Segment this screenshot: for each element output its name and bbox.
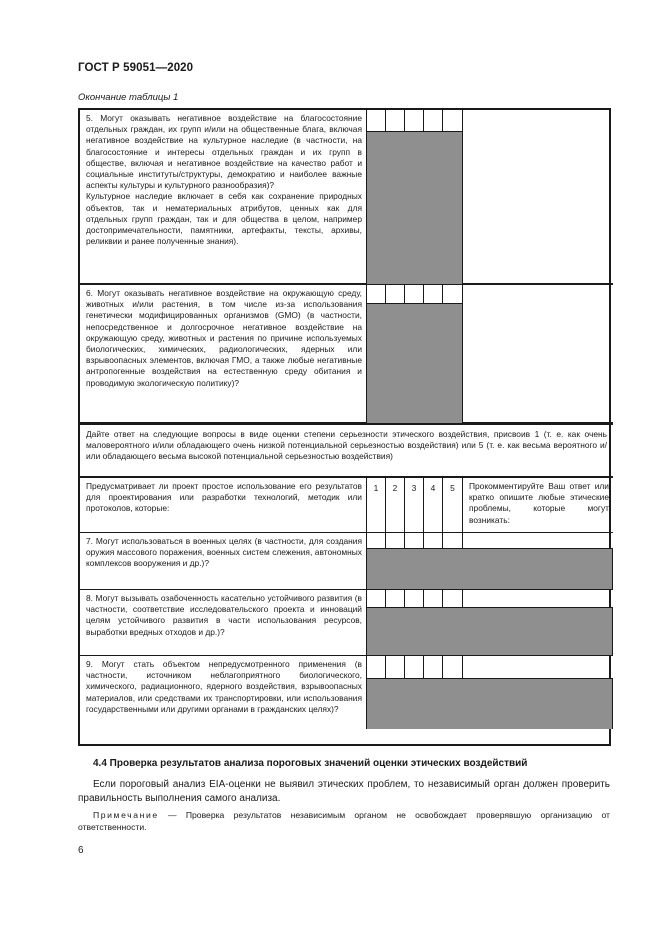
scale-label-4: 4 (424, 478, 443, 533)
question-6-text: 6. Могут оказывать негативное воздействие на окружающую среду, животных и/или растения, в том числе из-за использования генетически модифицированных организмов (GMO) (в частности, непосредственное и долгосрочное негативное воздействие на окружающую среду, животных и растения по причине используемых биологических, химических, радиологических, ядерных или взрывоопасных элементов, включая ГМО, а также любые негативные антропогенные воздействия на естественную среду обитания и проводимую экологическую политику)? (80, 284, 367, 423)
scale-label-1: 1 (367, 478, 386, 533)
q7-score-1-cell[interactable] (367, 533, 386, 549)
q7-shaded-area (367, 549, 613, 590)
q7-score-5-cell[interactable] (443, 533, 463, 549)
q5-score-2-cell[interactable] (386, 110, 405, 132)
q8-score-5-cell[interactable] (443, 590, 463, 608)
scale-label-2: 2 (386, 478, 405, 533)
question-7-text: 7. Могут использоваться в военных целях (в частности, для создания оружия массового поражения, военных систем слежения, автономных комплексов вооружения и др.)? (80, 533, 367, 590)
ethics-table (78, 108, 611, 746)
subheader-question: Предусматривает ли проект простое использование его результатов для проектирования или разработки технологий, методик или протоколов, которые: (80, 478, 367, 533)
q8-comment-cell[interactable] (463, 590, 613, 608)
q6-comment-cell[interactable] (463, 284, 613, 423)
document-code: ГОСТ Р 59051—2020 (78, 62, 194, 74)
note-text: — Проверка результатов независимым органом не освобождает проверявшую организацию от ответственности. (78, 810, 610, 832)
q8-score-3-cell[interactable] (405, 590, 424, 608)
note-label: Примечание (93, 810, 159, 820)
q6-score-4-cell[interactable] (424, 284, 443, 304)
note (78, 810, 610, 833)
q5-score-3-cell[interactable] (405, 110, 424, 132)
q8-shaded-area (367, 608, 613, 656)
question-8-text: 8. Могут вызывать озабоченность касательно устойчивого развития (в частности, соответствие исследовательского проекта и инноваций целям устойчивого развития в части использования ресурсов, выработки вредных отходов и др.)? (80, 590, 367, 656)
q7-score-2-cell[interactable] (386, 533, 405, 549)
table-caption: Окончание таблицы 1 (78, 92, 179, 103)
q9-score-5-cell[interactable] (443, 656, 463, 679)
q5-score-4-cell[interactable] (424, 110, 443, 132)
rating-instruction: Дайте ответ на следующие вопросы в виде оценки степени серьезности этического воздействия, присвоив 1 (т. е. как очень маловероятного и/или обладающего очень низкой потенциальной серьезностью воздействия) или 5 (т. е. как весьма вероятного и/или обладающего весьма высокой потенциальной серьезностью воздействия) (80, 423, 613, 478)
q9-score-2-cell[interactable] (386, 656, 405, 679)
section-title: 4.4 Проверка результатов анализа пороговых значений оценки этических воздействий (93, 758, 528, 769)
q5-score-1-cell[interactable] (367, 110, 386, 132)
q7-score-4-cell[interactable] (424, 533, 443, 549)
scale-label-5: 5 (443, 478, 463, 533)
q7-comment-cell[interactable] (463, 533, 613, 549)
q8-score-2-cell[interactable] (386, 590, 405, 608)
question-9-text: 9. Могут стать объектом непредусмотренного применения (в частности, источником неблагоприятного биологического, химического, радиационного, ядерного воздействия, взрывоопасных материалов, или средствами их транспортировки, или использования государственными или другими органами в гражданских целях)? (80, 656, 367, 729)
question-5-text: 5. Могут оказывать негативное воздействие на благосостояние отдельных граждан, их групп и/или на общественные блага, включая негативное воздействие на культурное наследие (в частности, на благосостояние и интересы отдельных граждан и их групп в обществе, включая и негативное воздействие на качество работ и социальные институты/структуры, демократию и наиболее важные аспекты культуры и культурного разнообразия)? Культурное наследие включает в себя как сохранение природных объектов, так и нематериальных атрибутов, ценных как для отдельных групп граждан, так и для общества в целом, например достопримечательности, памятники, артефакты, тексты, архивы, реликвии и ранее полученные знания). (80, 110, 367, 284)
scale-label-3: 3 (405, 478, 424, 533)
q5-score-5-cell[interactable] (443, 110, 463, 132)
q6-score-2-cell[interactable] (386, 284, 405, 304)
q7-score-3-cell[interactable] (405, 533, 424, 549)
q8-score-1-cell[interactable] (367, 590, 386, 608)
q9-score-1-cell[interactable] (367, 656, 386, 679)
q9-score-4-cell[interactable] (424, 656, 443, 679)
subheader-comment: Прокомментируйте Ваш ответ или кратко опишите любые этические проблемы, которые могут возникать: (463, 478, 613, 533)
q6-score-3-cell[interactable] (405, 284, 424, 304)
q5-comment-cell[interactable] (463, 110, 613, 284)
q6-shaded-area (367, 304, 463, 423)
q5-shaded-area (367, 132, 463, 284)
q9-score-3-cell[interactable] (405, 656, 424, 679)
q6-score-5-cell[interactable] (443, 284, 463, 304)
section-paragraph: Если пороговый анализ EIA-оценки не выявил этических проблем, то независимый орган должен проверить правильность выполнения самого анализа. (78, 779, 610, 804)
q8-score-4-cell[interactable] (424, 590, 443, 608)
q9-shaded-area (367, 679, 613, 729)
page-number: 6 (78, 845, 84, 856)
q9-comment-cell[interactable] (463, 656, 613, 679)
q6-score-1-cell[interactable] (367, 284, 386, 304)
